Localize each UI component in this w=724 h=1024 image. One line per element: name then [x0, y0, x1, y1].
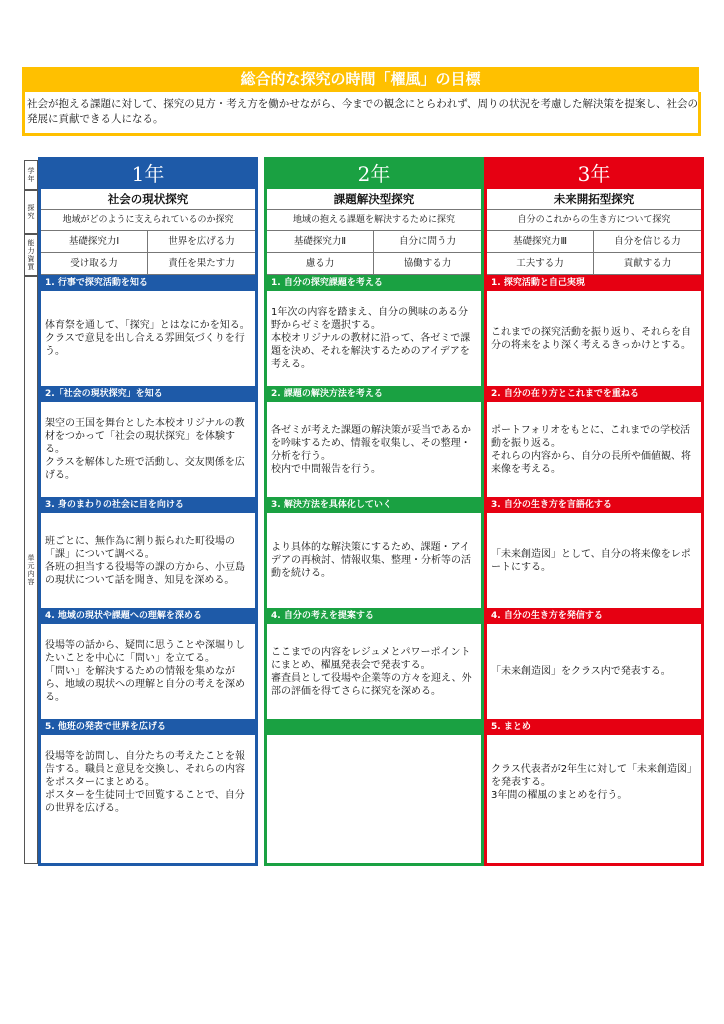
skill-item: 貢献する力	[594, 253, 701, 275]
skill-item: 世界を広げる力	[148, 231, 255, 253]
unit-body: 役場等を訪問し、自分たちの考えたことを報告する。職員と意見を交換し、それらの内容をポスターにまとめる。 ポスターを生徒同士で回覧することで、自分の世界を広げる。	[45, 751, 245, 814]
unit-body: 1年次の内容を踏まえ、自分の興味のある分野からゼミを選択する。 本校オリジナルの教材に沿って、各ゼミで課題を決め、それを解決するためのアイデアを考える。	[271, 307, 471, 370]
unit-title: 3. 解決方法を具体化していく	[267, 497, 481, 513]
unit-title: 5. 他班の発表で世界を広げる	[41, 719, 255, 735]
skill-item: 工夫する力	[487, 253, 594, 275]
skill-item: 責任を果たす力	[148, 253, 255, 275]
skill-item: 自分に問う力	[374, 231, 481, 253]
unit-title: 1. 自分の探究課題を考える	[267, 275, 481, 291]
inquiry-theme-subtitle: 地域がどのように支えられているのか探究	[41, 210, 255, 231]
unit-title: 4. 自分の考えを提案する	[267, 608, 481, 624]
unit-body: ここまでの内容をレジュメとパワーポイントにまとめ、櫂風発表会で発表する。 審査員として役場や企業等の方々を迎え、外部の評価を得てさらに探究を深める。	[271, 646, 472, 697]
grade-heading: 1年	[41, 160, 255, 189]
side-label-units: 単 元 内 容	[24, 276, 38, 864]
unit-title: 1. 行事で探究活動を知る	[41, 275, 255, 291]
unit-body: 体育祭を通して、「探究」とはなにかを知る。 クラスで意見を出し合える雰囲気づくりを行う。	[45, 320, 250, 357]
grade-column-3	[484, 157, 704, 866]
unit-title: 4. 地域の現状や課題への理解を深める	[41, 608, 255, 624]
inquiry-theme: 未来開拓型探究	[487, 189, 701, 210]
skills-grid	[41, 231, 255, 275]
grade-heading: 3年	[487, 160, 701, 189]
skill-item: 受け取る力	[41, 253, 148, 275]
skill-item: 基礎探究力Ⅱ	[267, 231, 374, 253]
skill-item: 協働する力	[374, 253, 481, 275]
unit-title: 3. 自分の生き方を言語化する	[487, 497, 701, 513]
unit-title: 1. 探究活動と自己実現	[487, 275, 701, 291]
unit-body	[267, 735, 481, 830]
inquiry-theme: 課題解決型探究	[267, 189, 481, 210]
side-label-inquiry: 探 究	[24, 190, 38, 234]
goal-statement: 社会が抱える課題に対して、探究の見方・考え方を働かせながら、今までの観念にとらわれず、周りの状況を考慮した解決策を提案し、社会の発展に貢献できる人になる。	[22, 92, 701, 136]
unit-title: 3. 身のまわりの社会に目を向ける	[41, 497, 255, 513]
inquiry-theme-subtitle: 地域の抱える課題を解決するために探究	[267, 210, 481, 231]
unit-body: 「未来創造図」として、自分の将来像をレポートにする。	[491, 548, 691, 573]
unit-title: 2. 課題の解決方法を考える	[267, 386, 481, 402]
skills-grid	[267, 231, 481, 275]
side-label-grade: 学 年	[24, 160, 38, 190]
unit-body: 各ゼミが考えた課題の解決策が妥当であるかを吟味するため、情報を収集し、その整理・分析を行う。 校内で中間報告を行う。	[271, 424, 471, 475]
unit-title	[267, 719, 481, 735]
unit-list	[487, 275, 701, 830]
unit-title: 5. まとめ	[487, 719, 701, 735]
unit-title: 2.「社会の現状探究」を知る	[41, 386, 255, 402]
grade-column-1	[38, 157, 258, 866]
unit-list	[267, 275, 481, 830]
inquiry-theme: 社会の現状探究	[41, 189, 255, 210]
unit-body: 「未来創造図」をクラス内で発表する。	[491, 666, 671, 677]
unit-body: 架空の王国を舞台とした本校オリジナルの教材をつかって「社会の現状探究」を体験する。 クラスを解体した班で活動し、交友関係を広げる。	[45, 418, 245, 481]
skills-grid	[487, 231, 701, 275]
unit-title: 4. 自分の生き方を発信する	[487, 608, 701, 624]
unit-body: これまでの探究活動を振り返り、それらを自分の将来をより深く考えるきっかけとする。	[491, 326, 691, 351]
skill-item: 基礎探究力Ⅰ	[41, 231, 148, 253]
unit-body: 班ごとに、無作為に割り振られた町役場の「課」について調べる。 各班の担当する役場等の課の方から、小豆島の現状について話を聞き、知見を深める。	[45, 535, 245, 586]
side-label-skills: 能 力 資 質	[24, 234, 38, 276]
unit-body: クラス代表者が2年生に対して「未来創造図」を発表する。 3年間の櫂風のまとめを行う。	[491, 764, 693, 801]
grade-heading: 2年	[267, 160, 481, 189]
unit-body: 役場等の話から、疑問に思うことや深堀りしたいことを中心に「問い」を立てる。 「問い」を解決するための情報を集めながら、地域の現状への理解と自分の考えを深める。	[45, 640, 245, 703]
skill-item: 基礎探究力Ⅲ	[487, 231, 594, 253]
unit-title: 2. 自分の在り方とこれまでを重ねる	[487, 386, 701, 402]
skill-item: 慮る力	[267, 253, 374, 275]
skill-item: 自分を信じる力	[594, 231, 701, 253]
page-title: 総合的な探究の時間「櫂風」の目標	[22, 67, 699, 92]
unit-body: ポートフォリオをもとに、これまでの学校活動を振り返る。 それらの内容から、自分の長所や価値観、将来像を考える。	[491, 424, 691, 475]
grade-column-2	[264, 157, 484, 866]
unit-list	[41, 275, 255, 830]
inquiry-theme-subtitle: 自分のこれからの生き方について探究	[487, 210, 701, 231]
unit-body: より具体的な解決策にするため、課題・アイデアの再検討、情報収集、整理・分析等の活動を続ける。	[271, 542, 471, 579]
